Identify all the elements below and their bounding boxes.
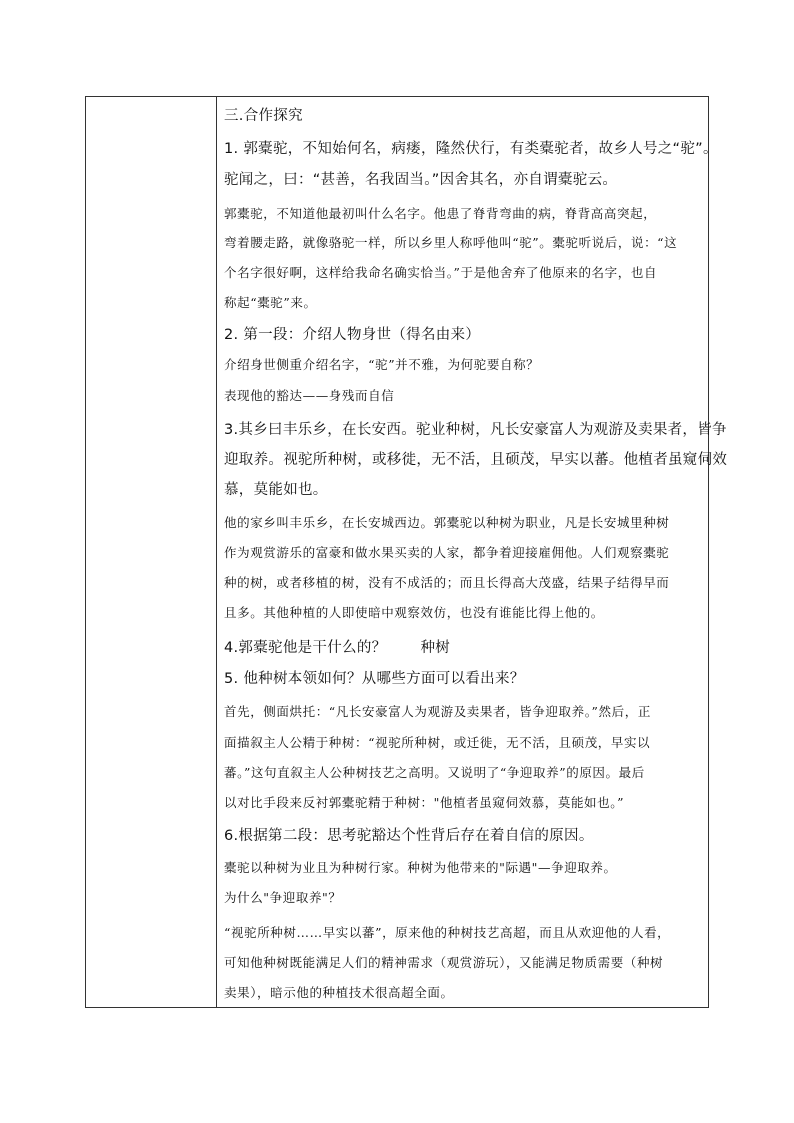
t6-line-3: “视驼所种树……早实以蕃”，原来他的种树技艺高超，而且从欢迎他的人看， — [224, 925, 671, 940]
q3-line-3: 慕，莫能如也。 — [224, 482, 328, 498]
q2-note-1: 介绍身世侧重介绍名字，“驼”并不雅，为何驼要自称？ — [224, 357, 540, 372]
q1-line-2: 驼闻之，曰：“甚善，名我固当。”因舍其名，亦自谓橐驼云。 — [224, 172, 618, 188]
t6-line-2: 为什么"争迎取养"？ — [224, 890, 342, 905]
t3-line-3: 种的树，或者移植的树，没有不成活的；而且长得高大茂盛，结果子结得早而 — [224, 575, 670, 590]
t6-line-4: 可知他种树既能满足人们的精神需求（观赏游玩），又能满足物质需要（种树 — [224, 955, 664, 970]
t6-line-1: 橐驼以种树为业且为种树行家。种树为他带来的"际遇"—争迎取养。 — [224, 860, 617, 875]
q6-heading: 6.根据第二段：思考驼豁达个性背后存在着自信的原因。 — [224, 828, 594, 844]
t5-line-3: 蕃。”这句直叙主人公种树技艺之高明。又说明了“争迎取养”的原因。最后 — [224, 765, 645, 780]
t5-line-2: 面描叙主人公精于种树：“视驼所种树，或迁徙，无不活，且硕茂，早实以 — [224, 735, 651, 750]
t1-line-2: 弯着腰走路，就像骆驼一样，所以乡里人称呼他叫“驼”。橐驼听说后，说：“这 — [224, 235, 678, 250]
q4-question: 4.郭橐驼他是干什么的？ — [224, 640, 387, 656]
t5-line-1: 首先，侧面烘托：“凡长安豪富人为观游及卖果者，皆争迎取养。”然后，正 — [224, 704, 651, 719]
q3-line-1: 3.其乡曰丰乐乡，在长安西。驼业种树，凡长安豪富人为观游及卖果者，皆争 — [224, 422, 727, 438]
t3-line-1: 他的家乡叫丰乐乡，在长安城西边。郭橐驼以种树为职业，凡是长安城里种树 — [224, 515, 670, 530]
t6-line-5: 卖果），暗示他的种植技术很高超全面。 — [224, 985, 454, 1000]
q2-heading: 2. 第一段：介绍人物身世（得名由来） — [224, 327, 481, 343]
content-table — [85, 96, 728, 1008]
t5-line-4: 以对比手段来反衬郭橐驼精于种树："他植者虽窥伺效慕，莫能如也。” — [224, 795, 625, 810]
q3-line-2: 迎取养。视驼所种树，或移徙，无不活，且硕茂，早实以蕃。他植者虽窥伺效 — [224, 452, 728, 468]
q4-answer: 种树 — [420, 640, 451, 656]
q4-line — [224, 636, 450, 657]
q5-heading: 5. 他种树本领如何？从哪些方面可以看出来？ — [224, 671, 525, 687]
q2-note-2: 表现他的豁达——身残而自信 — [224, 388, 395, 403]
t3-line-2: 作为观赏游乐的富豪和做水果买卖的人家，都争着迎接雇佣他。人们观察橐驼 — [224, 545, 670, 560]
q1-line-1: 1. 郭橐驼，不知始何名，病瘘，隆然伏行，有类橐驼者，故乡人号之“驼”。 — [224, 141, 718, 157]
left-column-cell — [86, 97, 217, 1007]
t3-line-4: 且多。其他种植的人即使暗中观察效仿，也没有谁能比得上他的。 — [224, 605, 604, 620]
section-title: 三.合作探究 — [224, 108, 303, 124]
t1-line-4: 称起“橐驼”来。 — [224, 295, 317, 310]
t1-line-3: 个名字很好啊，这样给我命名确实恰当。”于是他舍弃了他原来的名字，也自 — [224, 265, 658, 280]
t1-line-1: 郭橐驼，不知道他最初叫什么名字。他患了脊背弯曲的病，脊背高高突起， — [224, 206, 657, 221]
